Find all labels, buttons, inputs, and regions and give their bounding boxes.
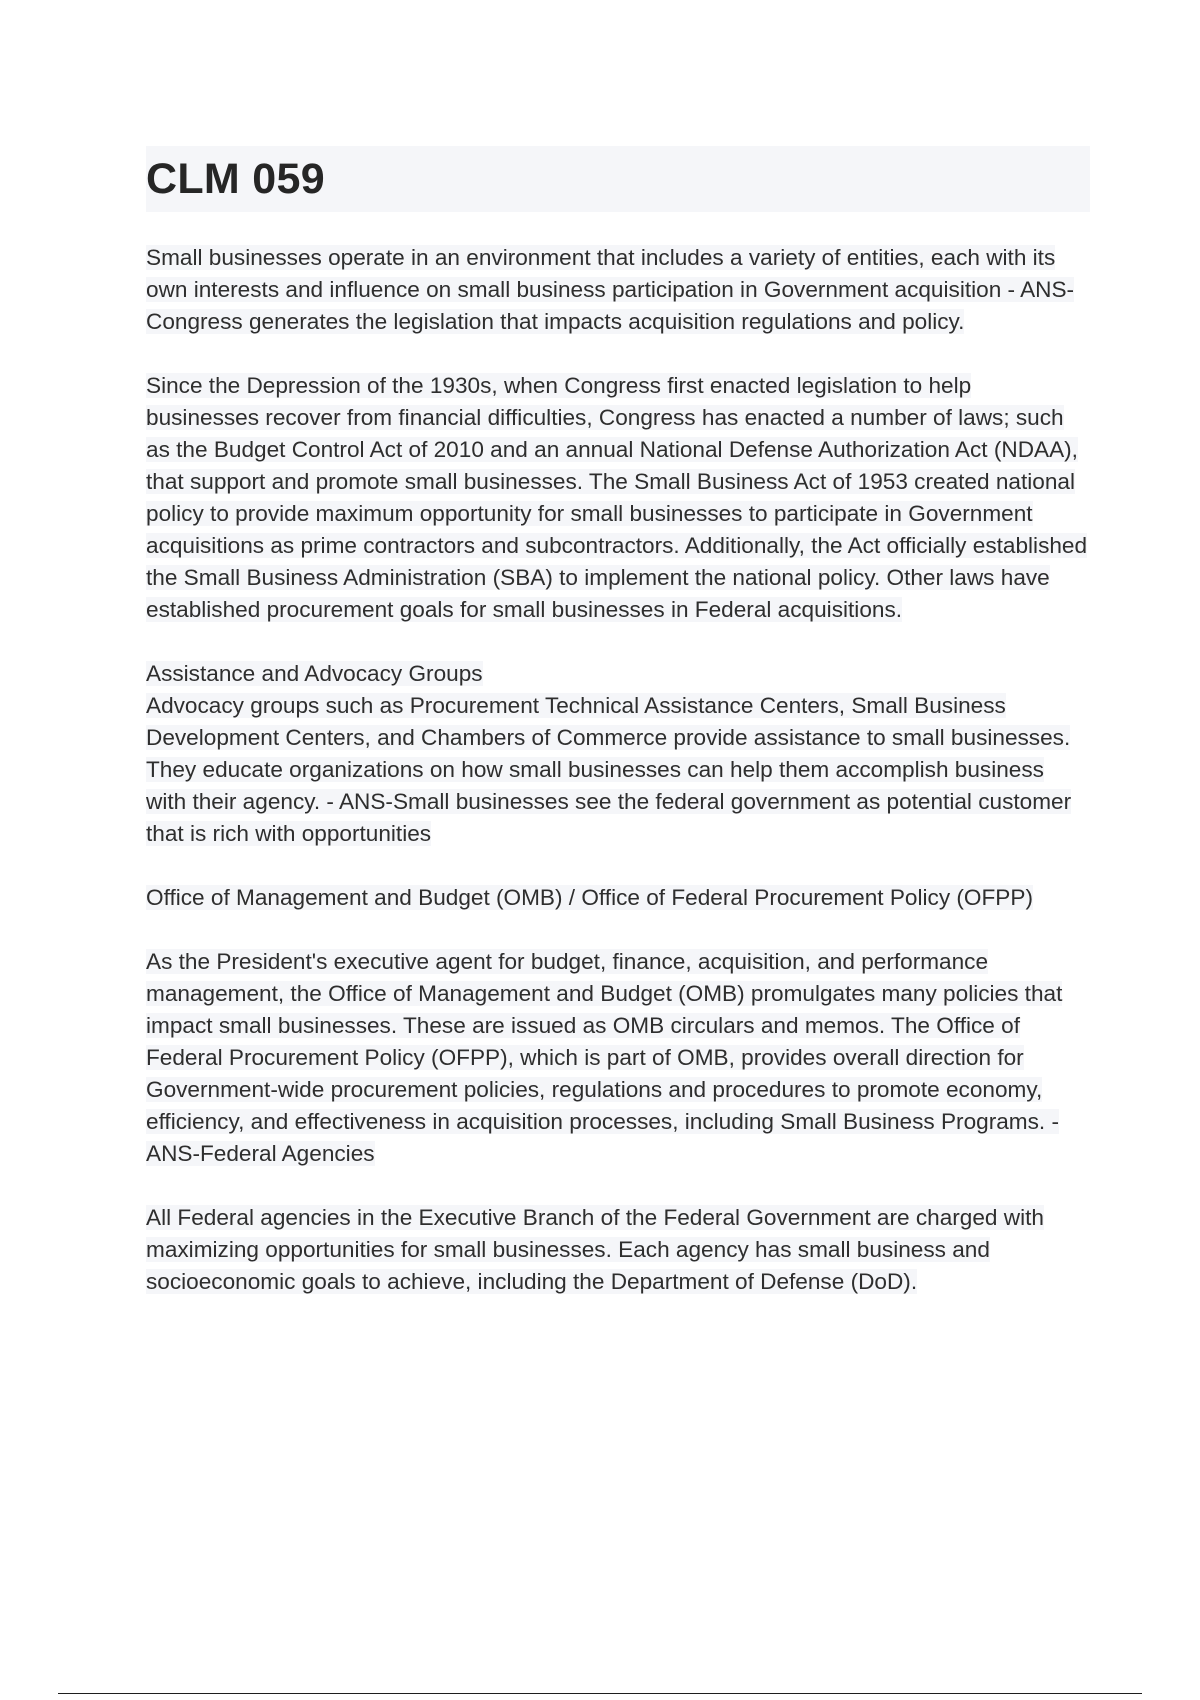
paragraph-text: Advocacy groups such as Procurement Technical Assistance Centers, Small Business Development Centers, and Chambers of Commerce provide assistance to small businesses. xyxy=(146,693,1071,750)
paragraph-text: Assistance and Advocacy Groups xyxy=(146,661,483,686)
paragraph-text: Since the Depression of the 1930s, when Congress first enacted legislation to help businesses recover from financial difficulties, Congress has enacted a number of laws; such as the Budget Control Act of 2010 and an annual National Defense Authorization Act (NDAA), that support and promote small businesses. The Small Business Act of 1953 created national policy to provide maximum opportunity for small businesses to participate in Government acquisitions as prime contractors and subcontractors. Additionally, the Act officially established the Small Business Administration (SBA) to implement the national policy. Other laws have established procurement goals for small businesses in Federal acquisitions. xyxy=(146,373,1088,622)
paragraph-text: They educate organizations on how small businesses can help them accomplish business with their agency. - ANS-Small businesses see the federal government as potential customer that is rich with opportunities xyxy=(146,757,1072,846)
paragraph-congress xyxy=(146,242,1090,338)
section-heading-omb-ofpp xyxy=(146,882,1090,914)
document-title: CLM 059 xyxy=(146,154,325,203)
document-page xyxy=(146,146,1090,1330)
paragraph-text: All Federal agencies in the Executive Branch of the Federal Government are charged with maximizing opportunities for small businesses. Each agency has small business and socioeconomic goals to achieve, including the Department of Defense (DoD). xyxy=(146,1205,1044,1294)
paragraph-text: As the President's executive agent for budget, finance, acquisition, and performance management, the Office of Management and Budget (OMB) promulgates many policies that impact small businesses. These are issued as OMB circulars and memos. The Office of Federal Procurement Policy (OFPP), which is part of OMB, provides overall direction for Government-wide procurement policies, regulations and procedures to promote economy, efficiency, and effectiveness in acquisition processes, including Small Business Programs. - ANS-Federal Agencies xyxy=(146,949,1063,1166)
footer-divider xyxy=(58,1693,1142,1694)
paragraph-federal-agencies xyxy=(146,1202,1090,1298)
paragraph-educate-organizations xyxy=(146,754,1090,850)
section-heading-advocacy xyxy=(146,658,1090,690)
paragraph-text: Office of Management and Budget (OMB) / Office of Federal Procurement Policy (OFPP) xyxy=(146,885,1033,910)
paragraph-omb xyxy=(146,946,1090,1170)
title-block xyxy=(146,146,1090,212)
paragraph-advocacy-groups xyxy=(146,690,1090,754)
paragraph-legislation-history xyxy=(146,370,1090,626)
paragraph-text: Small businesses operate in an environment that includes a variety of entities, each with its own interests and influence on small business participation in Government acquisition - ANS-Congress generates the legislation that impacts acquisition regulations and policy. xyxy=(146,245,1075,334)
